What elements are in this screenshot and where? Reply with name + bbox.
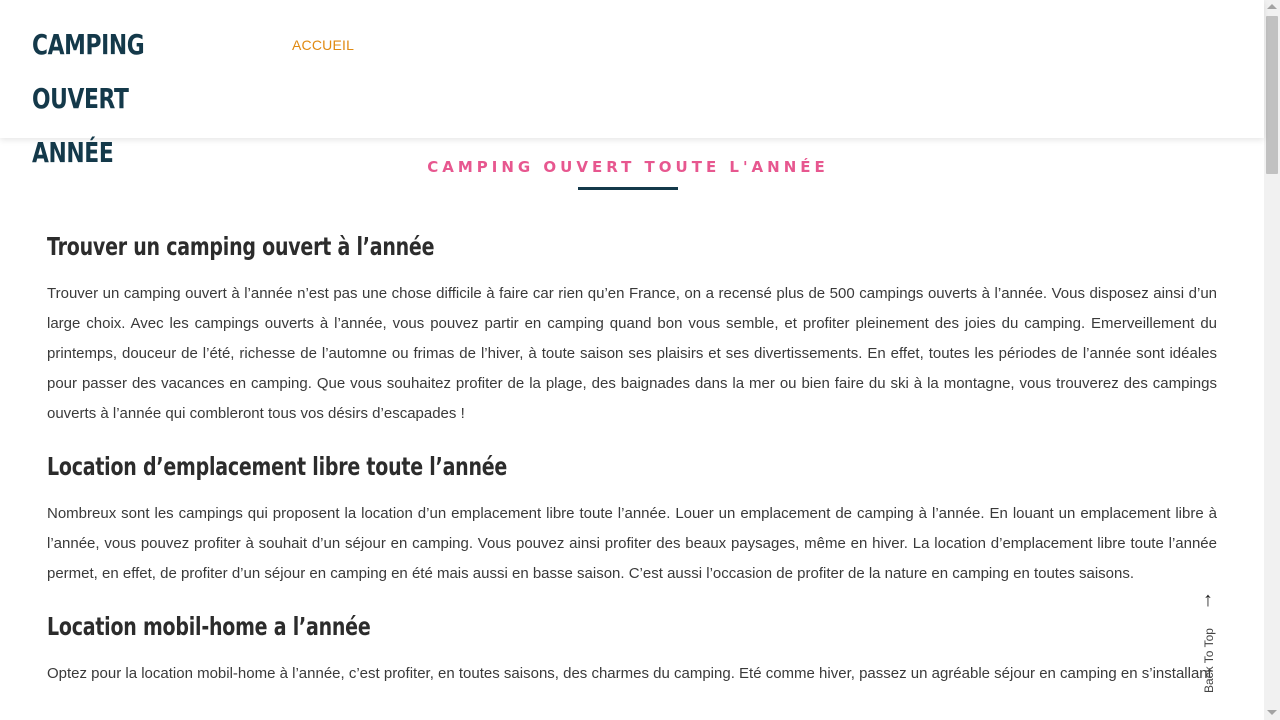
section-paragraph: Nombreux sont les campings qui proposent la location d’un emplacement libre toute l’année. Louer un emplacement de camping à l’année. En louant un emplacement libre à l’année, vous pouvez profiter à souhait d’un séjour en camping. Vous pouvez ainsi profiter des beaux paysages, même en hiver. La location d’emplacement libre toute l’année permet, en effet, de profiter d’un séjour en camping en été mais aussi en basse saison. C’est aussi l’occasion de profiter de la nature en camping en toutes saisons. [47, 505, 1217, 582]
scroll-down-icon[interactable] [1267, 710, 1277, 715]
section-trouver-camping [47, 225, 1217, 429]
nav-link-accueil[interactable]: ACCUEIL [292, 37, 355, 53]
scroll-up-icon[interactable] [1267, 4, 1277, 9]
section-paragraph: Optez pour la location mobil-home à l’année, c’est profiter, en toutes saisons, des charmes du camping. Eté comme hiver, passez un agréable séjour en camping en s’installant [47, 665, 1212, 682]
site-logo[interactable]: CAMPING OUVERT ANNÉE [32, 28, 145, 169]
section-heading: Trouver un camping ouvert à l’année [47, 232, 435, 261]
section-heading: Location d’emplacement libre toute l’année [47, 452, 508, 481]
back-to-top-label: Back To Top [1202, 628, 1216, 693]
back-to-top-button[interactable] [1198, 588, 1220, 698]
main-nav [292, 37, 354, 55]
section-location-mobil-home [47, 605, 1217, 689]
page-title: CAMPING OUVERT TOUTE L'ANNÉE [427, 158, 829, 176]
section-location-emplacement [47, 445, 1217, 589]
article-content [47, 225, 1217, 705]
page-title-underline [578, 187, 678, 190]
scrollbar-thumb[interactable] [1266, 16, 1278, 174]
section-paragraph: Trouver un camping ouvert à l’année n’est pas une chose difficile à faire car rien qu’en France, on a recensé plus de 500 campings ouverts à l’année. Vous disposez ainsi d’un large choix. Avec les campings ouverts à l’année, vous pouvez partir en camping quand bon vous semble, et profiter pleinement des joies du camping. Emerveillement du printemps, douceur de l’été, richesse de l’automne ou frimas de l’hiver, à toute saison ses plaisirs et ses divertissements. En effet, toutes les périodes de l’année sont idéales pour passer des vacances en camping. Que vous souhaitez profiter de la plage, des baignades dans la mer ou bien faire du ski à la montagne, vous trouverez des campings ouverts à l’année qui combleront tous vos désirs d’escapades ! [47, 285, 1217, 422]
section-heading: Location mobil-home a l’année [47, 612, 371, 641]
nav-item-accueil [292, 37, 354, 55]
arrow-up-icon: ↑ [1203, 589, 1213, 611]
